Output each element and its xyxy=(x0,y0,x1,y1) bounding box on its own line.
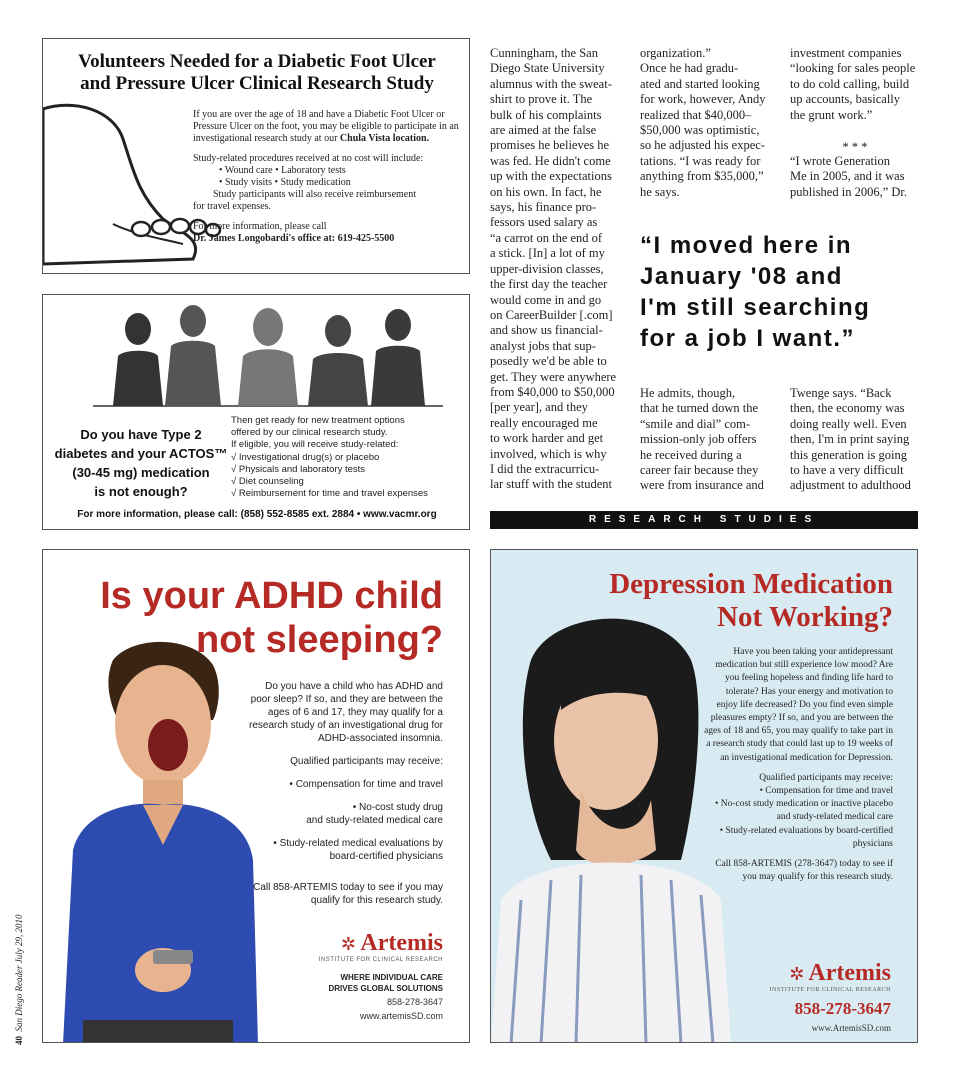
article-line: are aimed at the false xyxy=(490,123,597,138)
article-line: ated and started looking xyxy=(640,76,760,91)
ad-title-line2: and Pressure Ulcer Clinical Research Study xyxy=(80,73,434,94)
article-line: this generation is going xyxy=(790,447,907,462)
article-line: up with the expectations xyxy=(490,169,612,184)
article-line: up accounts, basically xyxy=(790,92,901,107)
article-line: get. They were anywhere xyxy=(490,369,617,384)
depression-benefit-1: • Compensation for time and travel xyxy=(759,786,893,797)
artemis-logo: Artemis xyxy=(360,930,443,956)
article-line: says, his finance pro- xyxy=(490,200,597,215)
artemis-logo-subtitle: INSTITUTE FOR CLINICAL RESEARCH xyxy=(769,987,891,993)
tagline-2: DRIVES GLOBAL SOLUTIONS xyxy=(328,984,443,993)
article-column-1 xyxy=(490,46,620,493)
article-line: realized that $40,000– xyxy=(640,107,752,122)
reimbursement-line-2: for travel expenses. xyxy=(193,201,272,212)
depression-benefit-3: • Study-related evaluations by board-certified physicians xyxy=(719,825,893,849)
question-line-4: is not enough? xyxy=(94,484,188,499)
article-line: analyst jobs that sup- xyxy=(490,338,596,353)
procedures-line-2: • Study visits • Study medication xyxy=(219,177,351,188)
article-line: bulk of his complaints xyxy=(490,107,602,122)
article-line: shirt to prove it. The xyxy=(490,92,593,107)
pull-quote xyxy=(640,230,920,354)
article-line: Cunningham, the San xyxy=(490,46,598,60)
benefit-4: √ Reimbursement for time and travel expenses xyxy=(231,488,428,500)
group-photo xyxy=(93,301,443,407)
depression-website: www.ArtemisSD.com xyxy=(811,1023,891,1033)
article-line: for work, however, Andy xyxy=(640,92,766,107)
article-column-2-top xyxy=(640,46,770,200)
detail-line-2: offered by our clinical research study. xyxy=(231,427,388,439)
article-line: Me in 2005, and it was xyxy=(790,169,905,184)
article-line: that he turned down the xyxy=(640,401,759,416)
tagline-1: WHERE INDIVIDUAL CARE xyxy=(340,973,443,982)
diabetes-ad xyxy=(42,294,470,530)
artemis-logo: Artemis xyxy=(808,960,891,986)
ad-intro: If you are over the age of 18 and have a Diabetic Foot Ulcer or Pressure Ulcer on the foot, you may be eligible to participate in an investigational research study at our xyxy=(193,109,459,144)
article-line: Twenge says. “Back xyxy=(790,386,892,400)
article-line: from $40,000 to $50,000 xyxy=(490,384,615,399)
article-line: anything from $35,000,” xyxy=(640,169,764,184)
article-line: doing really well. Even xyxy=(790,416,907,431)
depression-ad xyxy=(490,549,918,1043)
adhd-benefit-3b: board-certified physicians xyxy=(329,851,443,862)
depression-benefit-2: • No-cost study medication or inactive placebo and study-related medical care xyxy=(715,799,893,823)
article-line: he received during a xyxy=(640,447,742,462)
article-column-2-bottom xyxy=(640,386,770,494)
adhd-benefit-2a: • No-cost study drug xyxy=(352,802,443,813)
section-banner: RESEARCH STUDIES xyxy=(490,511,918,529)
detail-line-1: Then get ready for new treatment options xyxy=(231,415,405,426)
contact-lead: For more information, please call xyxy=(193,221,327,232)
article-line: [per year], and they xyxy=(490,400,588,415)
article-line: “I wrote Generation xyxy=(790,154,890,168)
depression-headline-1: Depression Medication xyxy=(609,568,893,600)
depression-call: Call 858-ARTEMIS (278-3647) today to see if you may qualify for this research study. xyxy=(715,859,893,883)
article-line: he says. xyxy=(640,184,680,199)
adhd-benefit-1: • Compensation for time and travel xyxy=(289,779,443,790)
article-line: mission-only job offers xyxy=(640,432,757,447)
depression-headline-2: Not Working? xyxy=(717,601,893,633)
artemis-logo-icon: ✲ xyxy=(789,964,805,984)
adhd-website: www.artemisSD.com xyxy=(359,1011,443,1021)
article-line: the first day the teacher xyxy=(490,277,608,292)
article-line: “a carrot on the end of xyxy=(490,230,603,245)
depression-paragraph: Have you been taking your antidepressant medication but still experience low mood? Are you feeling hopeless and finding life hard to tolerate? Has your energy and motivation to enjoy life decreased? Do you find even simple pleasures empty? If so, and you are between the ages of 18 and 65, you may qualify to take part in a research study that could last up to 19 weeks of an investigational medication for Depression. xyxy=(704,647,893,763)
artemis-logo-icon: ✲ xyxy=(340,934,356,954)
pull-quote-line: I'm still searching xyxy=(640,294,871,321)
article-line: were from insurance and xyxy=(640,478,764,493)
diabetes-ad-footer: For more information, please call: (858) 552-8585 ext. 2884 • www.vacmr.org xyxy=(77,509,437,520)
article-line: $50,000 was optimistic, xyxy=(640,123,760,138)
article-line: fessors used salary as xyxy=(490,215,598,230)
contact-name: Dr. James Longobardi's office at: 619-425-5500 xyxy=(193,233,395,244)
question-line-3: (30-45 mg) medication xyxy=(72,465,210,480)
benefit-2: √ Physicals and laboratory tests xyxy=(231,463,366,475)
article-line: published in 2006,” Dr. xyxy=(790,184,908,199)
adhd-ad xyxy=(42,549,470,1043)
pull-quote-line: January '08 and xyxy=(640,263,843,290)
article-line: and show us financial- xyxy=(490,323,603,338)
question-line-1: Do you have Type 2 xyxy=(80,427,202,442)
procedures-lead: Study-related procedures received at no cost will include: xyxy=(193,153,424,164)
article-line: career fair because they xyxy=(640,463,759,478)
publication-line: San Diego Reader July 29, 2010 xyxy=(14,914,24,1032)
article-line: Once he had gradu- xyxy=(640,61,739,76)
article-line: posedly we'd be able to xyxy=(490,354,607,369)
section-break-stars: * * * xyxy=(842,140,868,154)
article-line: investment companies xyxy=(790,46,902,60)
benefit-1: √ Investigational drug(s) or placebo xyxy=(231,451,380,463)
article-line: really encouraged me xyxy=(490,415,598,430)
adhd-headline-1: Is your ADHD child xyxy=(100,575,443,617)
article-line: involved, which is why xyxy=(490,446,607,461)
ad-location: Chula Vista location. xyxy=(339,133,430,144)
article-line: Diego State University xyxy=(490,61,605,76)
article-line: organization.” xyxy=(640,46,711,60)
procedures-line-1: • Wound care • Laboratory tests xyxy=(219,165,346,176)
article-line: He admits, though, xyxy=(640,386,736,400)
ad-title-line1: Volunteers Needed for a Diabetic Foot Ulcer xyxy=(78,51,436,72)
article-line: I did the extracurricu- xyxy=(490,461,600,476)
article-column-3-top-continued xyxy=(790,154,920,200)
article-line: a stick. [In] a lot of my xyxy=(490,246,605,261)
adhd-benefit-3a: • Study-related medical evaluations by xyxy=(273,838,443,849)
artemis-logo-subtitle: INSTITUTE FOR CLINICAL RESEARCH xyxy=(318,957,443,963)
article-line: then, I'm in print saying xyxy=(790,432,910,447)
article-line: so he adjusted his expec- xyxy=(640,138,765,153)
article-line: the grunt work.” xyxy=(790,107,873,122)
pull-quote-line: for a job I want.” xyxy=(640,325,856,352)
adhd-qual-lead: Qualified participants may receive: xyxy=(290,756,443,767)
article-line: was fed. He didn't come xyxy=(490,153,611,168)
adhd-paragraph: Do you have a child who has ADHD and poor sleep? If so, and they are between the ages of 6 and 17, they may qualify for a research study of an investigational drug for ADHD-associated insomnia. xyxy=(249,681,443,744)
page-folio xyxy=(14,905,34,1045)
depression-qual-lead: Qualified participants may receive: xyxy=(759,772,893,783)
benefit-3: √ Diet counseling xyxy=(231,476,304,488)
article-line: would come in and go xyxy=(490,292,602,307)
detail-line-3: If eligible, you will receive study-related: xyxy=(231,439,399,451)
article-line: “smile and dial” com- xyxy=(640,416,751,431)
depression-phone: 858-278-3647 xyxy=(794,999,891,1018)
article-line: promises he believes he xyxy=(490,138,610,153)
adhd-call: Call 858-ARTEMIS today to see if you may qualify for this research study. xyxy=(253,882,443,906)
article-line: adjustment to adulthood xyxy=(790,478,911,493)
adhd-phone: 858-278-3647 xyxy=(386,997,443,1007)
article-line: to do cold calling, build xyxy=(790,76,910,91)
article-line: alumnus with the sweat- xyxy=(490,76,612,91)
yawning-boy-photo xyxy=(43,630,263,1043)
article-line: then, the economy was xyxy=(790,401,905,416)
article-line: tations. “I was ready for xyxy=(640,153,761,168)
adhd-benefit-2b: and study-related medical care xyxy=(306,815,443,826)
woman-photo xyxy=(491,600,731,1043)
article-column-3-top xyxy=(790,46,920,123)
question-line-2: diabetes and your ACTOS™ xyxy=(54,446,228,461)
reimbursement-line-1: Study participants will also receive reimbursement xyxy=(213,189,416,200)
pull-quote-line: “I moved here in xyxy=(640,232,853,259)
foot-ulcer-ad xyxy=(42,38,470,274)
article-line: on CareerBuilder [.com] xyxy=(490,307,613,322)
adhd-headline-2: not sleeping? xyxy=(196,619,443,661)
article-line: to work harder and get xyxy=(490,431,604,446)
article-line: upper-division classes, xyxy=(490,261,604,276)
page-number: 40 xyxy=(14,1036,24,1045)
article-line: on his own. In fact, he xyxy=(490,184,602,199)
article-column-3-bottom xyxy=(790,386,920,494)
article-line: “looking for sales people xyxy=(790,61,916,76)
article-line: to have a very difficult xyxy=(790,463,904,478)
article-line: lar stuff with the student xyxy=(490,477,612,492)
